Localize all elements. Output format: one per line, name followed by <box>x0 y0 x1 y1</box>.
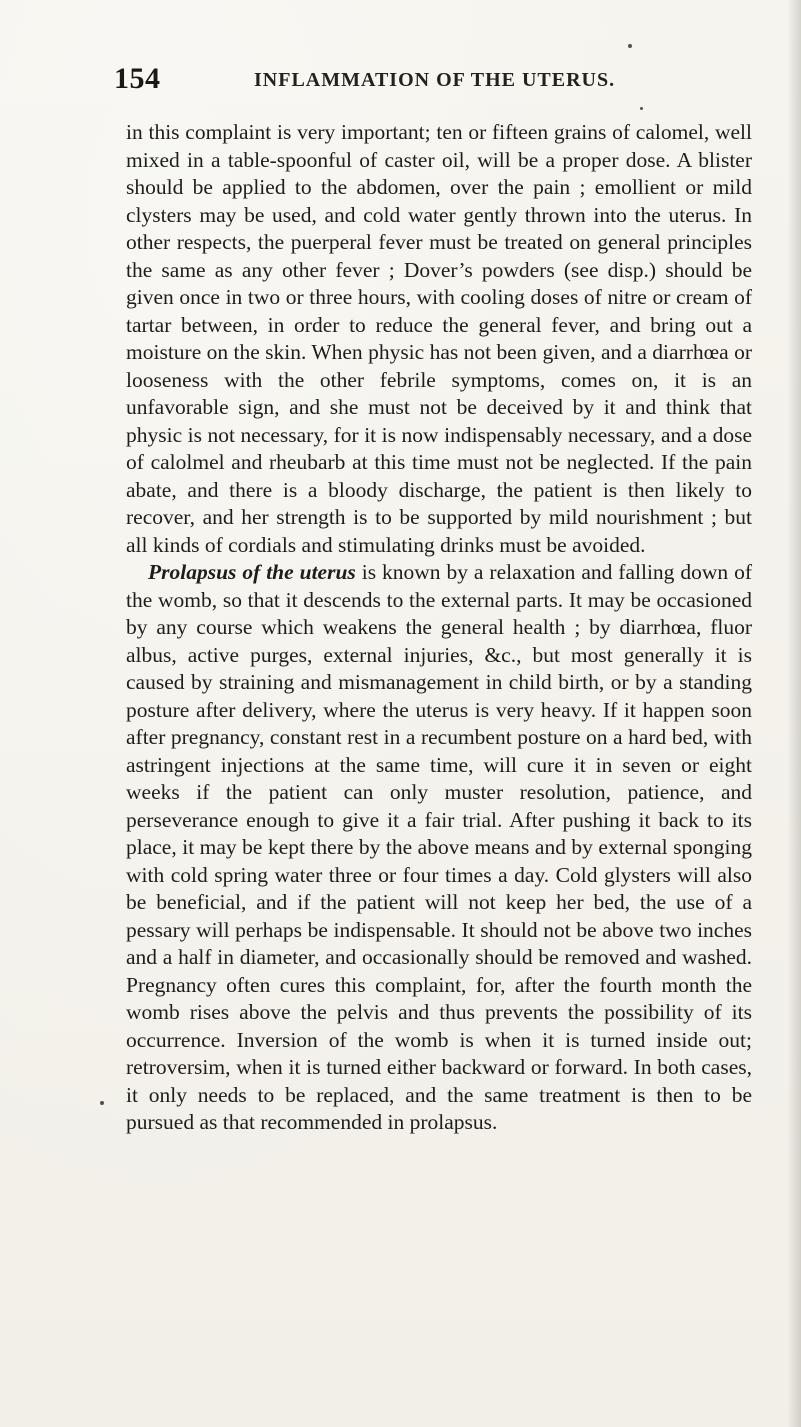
page-number: 154 <box>114 62 161 95</box>
running-title: INFLAMMATION OF THE UTERUS. <box>254 69 616 91</box>
page-edge-shadow <box>787 0 801 1427</box>
print-speck <box>100 1101 104 1105</box>
running-head <box>114 60 754 100</box>
print-speck <box>628 44 632 48</box>
print-speck <box>640 107 643 110</box>
prolapsus-text: is known by a relaxation and falling down of the womb, so that it descends to the external parts. It may be occasioned by any course which weakens the general health ; by diarrhœa, fluor albus, active purges, external injuries, &c., but most generally it is caused by straining and mismanagement in child birth, or by a standing posture after delivery, where the uterus is very heavy. If it happen soon after pregnancy, constant rest in a recumbent posture on a hard bed, with astringent injections at the same time, will cure it in seven or eight weeks if the patient can only muster resolution, patience, and perseverance enough to give it a fair trial. After pushing it back to its place, it may be kept there by the above means and by external sponging with cold spring water three or four times a day. Cold glysters will also be beneficial, and if the patient will not keep her bed, the use of a pessary will perhaps be indispensable. It should not be above two inches and a half in diameter, and occasionally should be removed and washed. Pregnancy often cures this complaint, for, after the fourth month the womb rises above the pelvis and thus prevents the possibility of its occurrence. Inversion of the womb is when it is turned inside out; retroversim, when it is turned either backward or forward. In both cases, it only needs to be replaced, and the same treatment is then to be pursued as that recommended in prolapsus. <box>126 560 752 1134</box>
body-text <box>126 119 752 1137</box>
paragraph-prolapsus <box>126 559 752 1137</box>
paragraph-puerperal-fever: in this complaint is very important; ten or fifteen grains of calomel, well mixed in a table-spoonful of caster oil, will be a proper dose. A blister should be applied to the abdomen, over the pain ; emollient or mild clysters may be used, and cold water gently thrown into the uterus. In other respects, the puerperal fever must be treated on general principles the same as any other fever ; Dover’s powders (see disp.) should be given once in two or three hours, with cooling doses of nitre or cream of tartar between, in order to reduce the general fever, and bring out a moisture on the skin. When physic has not been given, and a diarrhœa or looseness with the other febrile symptoms, comes on, it is an unfavorable sign, and she must not be deceived by it and think that physic is not necessary, for it is now indispensably necessary, and a dose of calolmel and rheubarb at this time must not be neglected. If the pain abate, and there is a bloody discharge, the patient is then likely to recover, and her strength is to be supported by mild nourishment ; but all kinds of cordials and stimulating drinks must be avoided. <box>126 120 752 557</box>
prolapsus-heading: Prolapsus of the uterus <box>148 560 356 584</box>
